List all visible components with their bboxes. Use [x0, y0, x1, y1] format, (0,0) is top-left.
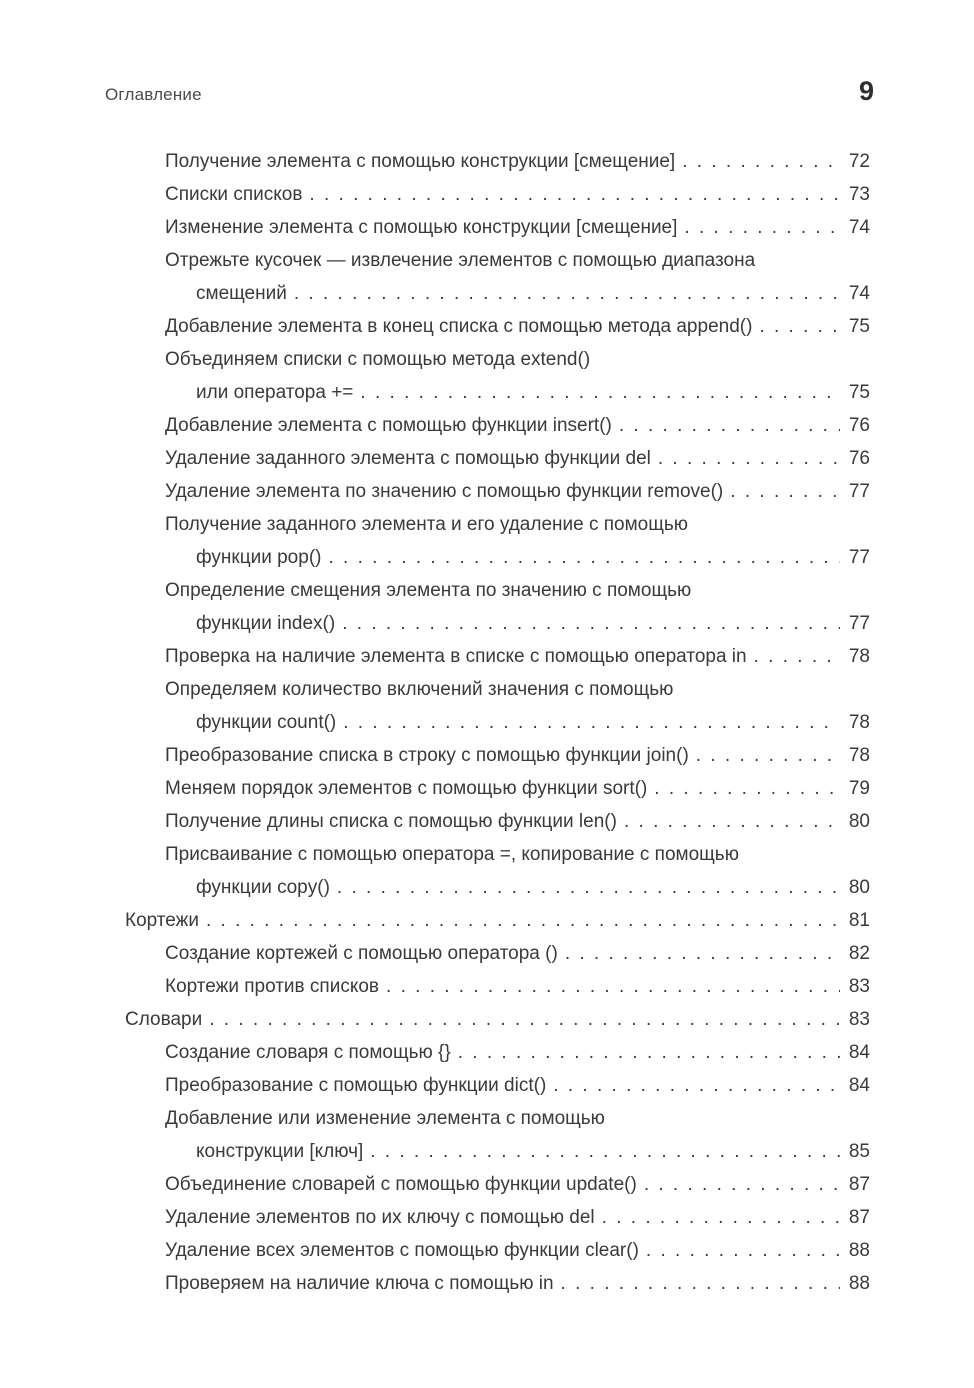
- toc-entry: [125, 508, 870, 574]
- dot-leader: [294, 277, 840, 310]
- toc-entry-text: Определяем количество включений значения с помощью: [165, 679, 674, 700]
- toc-entry-text: Отрежьте кусочек — извлечение элементов с помощью диапазона: [165, 250, 756, 271]
- toc-entry-text: Удаление элементов по их ключу с помощью del: [165, 1207, 595, 1228]
- toc-entry-text: функции copy(): [196, 877, 330, 898]
- toc-entry: [125, 442, 870, 475]
- toc-entry-page: 87: [848, 1174, 870, 1195]
- toc-entry-text: Объединение словарей с помощью функции update(): [165, 1174, 637, 1195]
- page-number: 9: [858, 76, 874, 106]
- toc-entry-text: Кортежи: [125, 910, 199, 931]
- toc-entry: [125, 574, 870, 640]
- toc-entry-line: [165, 145, 870, 178]
- toc-entry-line: [165, 1036, 870, 1069]
- dot-leader: [602, 1201, 840, 1234]
- toc-entry: [125, 805, 870, 838]
- dot-leader: [646, 1234, 840, 1267]
- toc-entry-text: функции count(): [196, 712, 337, 733]
- toc-entry-page: 79: [848, 778, 870, 799]
- toc-entry-line: [165, 1168, 870, 1201]
- toc-entry: [125, 1234, 870, 1267]
- dot-leader: [682, 145, 840, 178]
- toc-entry-line: [165, 1069, 870, 1102]
- toc-entry: [125, 838, 870, 904]
- toc-entry-text: Определение смещения элемента по значению с помощью: [165, 580, 692, 601]
- dot-leader: [565, 937, 840, 970]
- toc-entry-text: Получение заданного элемента и его удаление с помощью: [165, 514, 689, 535]
- toc-entry-page: 72: [848, 151, 870, 172]
- toc-entry: [125, 310, 870, 343]
- toc-entry-page: 78: [848, 745, 870, 766]
- toc-list: [125, 145, 870, 1300]
- toc-entry-page: 87: [848, 1207, 870, 1228]
- toc-entry-line: [165, 772, 870, 805]
- dot-leader: [337, 871, 840, 904]
- toc-entry: [125, 904, 870, 937]
- toc-entry-text: функции index(): [196, 613, 336, 634]
- toc-entry-page: 78: [848, 646, 870, 667]
- toc-entry: [125, 211, 870, 244]
- toc-entry-line: [165, 805, 870, 838]
- toc-entry-line: [165, 937, 870, 970]
- toc-entry: [125, 640, 870, 673]
- toc-entry-page: 73: [848, 184, 870, 205]
- toc-entry-line: [165, 244, 870, 277]
- toc-entry-page: 83: [848, 1009, 870, 1030]
- toc-entry: [125, 970, 870, 1003]
- toc-entry-text: Проверяем на наличие ключа с помощью in: [165, 1273, 554, 1294]
- toc-entry-text: Кортежи против списков: [165, 976, 380, 997]
- toc-entry-page: 75: [848, 382, 870, 403]
- toc-entry-page: 75: [848, 316, 870, 337]
- toc-entry-line: [165, 343, 870, 376]
- toc-entry-page: 76: [848, 448, 870, 469]
- dot-leader: [342, 607, 840, 640]
- toc-entry-line: [165, 673, 870, 706]
- toc-entry-text: Создание словаря с помощью {}: [165, 1042, 451, 1063]
- toc-entry-line: [165, 409, 870, 442]
- toc-entry-line: [165, 1135, 870, 1168]
- toc-entry-text: Добавление элемента в конец списка с помощью метода append(): [165, 316, 753, 337]
- toc-entry-line: [165, 277, 870, 310]
- toc-entry-text: Объединяем списки с помощью метода extend(): [165, 349, 591, 370]
- toc-entry-text: конструкции [ключ]: [196, 1141, 364, 1162]
- dot-leader: [759, 310, 840, 343]
- toc-entry-page: 83: [848, 976, 870, 997]
- toc-entry-line: [165, 178, 870, 211]
- dot-leader: [619, 409, 840, 442]
- toc-entry-page: 88: [848, 1240, 870, 1261]
- dot-leader: [370, 1135, 840, 1168]
- toc-entry-text: Проверка на наличие элемента в списке с помощью оператора in: [165, 646, 747, 667]
- toc-entry-page: 76: [848, 415, 870, 436]
- toc-entry-line: [165, 1102, 870, 1135]
- toc-entry-page: 88: [848, 1273, 870, 1294]
- toc-entry: [125, 1036, 870, 1069]
- dot-leader: [209, 1003, 840, 1036]
- dot-leader: [360, 376, 840, 409]
- toc-entry-line: [165, 706, 870, 739]
- toc-entry-line: [165, 970, 870, 1003]
- toc-entry-text: Получение элемента с помощью конструкции [смещение]: [165, 151, 676, 172]
- dot-leader: [553, 1069, 840, 1102]
- toc-entry: [125, 343, 870, 409]
- toc-entry-line: [165, 1267, 870, 1300]
- toc-entry-text: Преобразование списка в строку с помощью функции join(): [165, 745, 689, 766]
- toc-entry-page: 74: [848, 217, 870, 238]
- toc-entry-line: [165, 310, 870, 343]
- toc-entry-text: Добавление элемента с помощью функции insert(): [165, 415, 612, 436]
- toc-entry-text: или оператора +=: [196, 382, 354, 403]
- dot-leader: [684, 211, 840, 244]
- toc-entry: [125, 409, 870, 442]
- toc-entry-page: 74: [848, 283, 870, 304]
- dot-leader: [343, 706, 840, 739]
- toc-entry: [125, 739, 870, 772]
- toc-entry-line: [165, 376, 870, 409]
- page-header-title: Оглавление: [105, 85, 202, 104]
- toc-entry-page: 80: [848, 811, 870, 832]
- toc-entry: [125, 475, 870, 508]
- toc-entry-page: 77: [848, 613, 870, 634]
- toc-entry: [125, 1168, 870, 1201]
- toc-entry-text: Списки списков: [165, 184, 303, 205]
- toc-entry-line: [165, 541, 870, 574]
- toc-entry-text: Словари: [125, 1009, 203, 1030]
- dot-leader: [561, 1267, 840, 1300]
- toc-entry-line: [165, 640, 870, 673]
- toc-entry-text: Добавление или изменение элемента с помощью: [165, 1108, 605, 1129]
- dot-leader: [386, 970, 840, 1003]
- toc-entry-page: 77: [848, 547, 870, 568]
- toc-entry-line: [165, 739, 870, 772]
- toc-entry-text: Присваивание с помощью оператора =, копирование с помощью: [165, 844, 739, 865]
- toc-entry: [125, 145, 870, 178]
- toc-entry-line: [165, 508, 870, 541]
- toc-entry: [125, 244, 870, 310]
- toc-entry-page: 85: [848, 1141, 870, 1162]
- dot-leader: [309, 178, 840, 211]
- dot-leader: [730, 475, 840, 508]
- toc-entry-text: Преобразование с помощью функции dict(): [165, 1075, 547, 1096]
- dot-leader: [696, 739, 840, 772]
- toc-entry: [125, 1069, 870, 1102]
- dot-leader: [328, 541, 840, 574]
- toc-entry-text: смещений: [196, 283, 287, 304]
- toc-entry-line: [165, 442, 870, 475]
- dot-leader: [754, 640, 840, 673]
- toc-entry-line: [165, 838, 870, 871]
- toc-entry-text: функции pop(): [196, 547, 322, 568]
- toc-entry-line: [125, 1003, 870, 1036]
- dot-leader: [624, 805, 840, 838]
- toc-entry-line: [165, 871, 870, 904]
- toc-entry-page: 82: [848, 943, 870, 964]
- toc-entry-text: Удаление всех элементов с помощью функции clear(): [165, 1240, 639, 1261]
- toc-entry: [125, 1201, 870, 1234]
- toc-entry-text: Получение длины списка с помощью функции len(): [165, 811, 617, 832]
- toc-entry-page: 80: [848, 877, 870, 898]
- toc-entry: [125, 1003, 870, 1036]
- toc-entry: [125, 772, 870, 805]
- dot-leader: [458, 1036, 840, 1069]
- toc-entry-page: 77: [848, 481, 870, 502]
- toc-entry-page: 84: [848, 1042, 870, 1063]
- dot-leader: [654, 772, 840, 805]
- toc-entry-line: [165, 1234, 870, 1267]
- toc-entry-text: Изменение элемента с помощью конструкции [смещение]: [165, 217, 678, 238]
- toc-entry: [125, 178, 870, 211]
- toc-entry-line: [165, 607, 870, 640]
- dot-leader: [206, 904, 840, 937]
- toc-entry-line: [165, 475, 870, 508]
- toc-entry-line: [165, 1201, 870, 1234]
- toc-entry-text: Меняем порядок элементов с помощью функции sort(): [165, 778, 648, 799]
- toc-entry-text: Создание кортежей с помощью оператора (): [165, 943, 558, 964]
- toc-entry: [125, 673, 870, 739]
- toc-entry: [125, 937, 870, 970]
- toc-entry-line: [165, 574, 870, 607]
- toc-entry-page: 78: [848, 712, 870, 733]
- page-header: [0, 0, 974, 107]
- toc-entry-page: 81: [848, 910, 870, 931]
- toc-entry-line: [125, 904, 870, 937]
- toc-entry: [125, 1102, 870, 1168]
- toc-entry: [125, 1267, 870, 1300]
- toc-entry-text: Удаление заданного элемента с помощью функции del: [165, 448, 651, 469]
- toc-entry-text: Удаление элемента по значению с помощью функции remove(): [165, 481, 724, 502]
- dot-leader: [658, 442, 840, 475]
- dot-leader: [644, 1168, 840, 1201]
- toc-entry-page: 84: [848, 1075, 870, 1096]
- toc-entry-line: [165, 211, 870, 244]
